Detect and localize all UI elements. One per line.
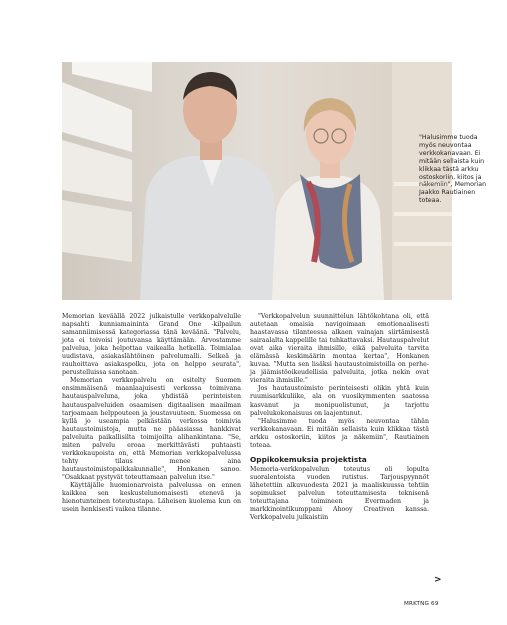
article-column-left xyxy=(62,313,241,514)
paragraph: "Halusimme tuoda myös neuvontaa tähän verkkokanavaan. Ei mitään sellaista kuin klikkaa tästä arkku ostoskoriin, kiitos ja näkemiin", Rautiainen toteaa. xyxy=(250,417,429,449)
paragraph: Jos hautaustoimisto perinteisesti olikin yhtä kuin ruumisarkkuliike, ala on vuosikymmenten saatossa kasvanut ja monipuolistunut, ja tarjottu palvelukokonaisuus on laajentunut. xyxy=(250,385,429,417)
article-photo xyxy=(62,62,487,300)
paragraph: Memoria-verkkopalvelun toteutus oli lopulta suoralentoista vuoden rutistus. Tarjouspyynnöt lähetettiin alkuvuodesta 2021 ja maaliskuussa tehtiin sopimukset palvelun toteuttamisesta teknisenä toteuttajana toimineen Evermaden ja markkinointikumppani Ahooy Creativen kanssa. Verkkopalvelu julkaistiin xyxy=(250,465,429,522)
article-column-right xyxy=(250,313,429,522)
paragraph: Käyttäjälle huomionarvoista palvelussa on ennen kaikkea sen keskustelunomaisesti etenevä ja hienotunteinen toteutustapa. Läheisen kuolema kun on usein henkisesti vaikea tilanne. xyxy=(62,481,241,514)
paragraph: Memorian keväällä 2022 julkaistulle verkkopalvelulle napsahti kunniamaininta Grand One -kilpailun samanniimisessä kategoriassa tänä keväänä. "Palvelu, jota ei toivoisi joutuvansa käyttämään. Arvostamme palvelua, joka helpottaa vaikealla hetkellä. Toimialaa uudistava, asiakaslähtöinen palvelumalli. Selkeä ja rauhoittava asiakaspolku, jota on helppo seurata", perustelluissa sanotaan. xyxy=(62,313,241,377)
paragraph: Memorian verkkopalvelu on esitelty Suomen ensimmäisenä maanlaajuisesti verkossa toimivana hautauspalveluna, joka yhdistää perinteisten hautauspalveluiden osaamisen digitaalisen maailman tarjoamaan helppouteen ja joustavuuteen. Suomessa on kyllä jo useampia pelkästään verkossa toimivia hautaustoimistoja, mutta ne pääasiassa hankkivat palveluita paikallisilta toimijoilta alihankintana. "Se, miten palvelu eroaa merkittävästi puhtaasti verkkokaupoista on, että Memorian verkkopalvelussa tehty tilaus menee aina hautaustoimistopaikkakunnalle", Honkanen sanoo. "Osakkaat pystyvät toteuttamaan palvelun itse." xyxy=(62,377,241,481)
photo-caption: "Halusimme tuoda myös neuvontaa verkkokanavaan. Ei mitään sellaista kuin klikkaa tästä arkku ostoskoriin, kiitos ja näkemiin", Memorian Jaakko Rautiainen toteaa. xyxy=(419,134,487,205)
continue-arrow-icon: > xyxy=(434,575,442,585)
page-footer: MRKTNG 69 xyxy=(404,601,439,607)
people-portrait-illustration xyxy=(62,62,452,300)
section-subheading: Oppikokemuksia projektista xyxy=(250,454,367,464)
paragraph: "Verkkopalvelun suunnittelun lähtökohtana oli, että autetaan omaisia navigoimaan emotionaalisesti haastavassa tilanteessa alkaen vainajan siirtämisestä sairaalalta kappelille tai tuhkattavaksi. Hautauspalvelut ovat aika vieraita ihmisille, eikä palveluita tarvita elämässä keskimäärin montaa kertaa", Honkanen kuvaa. "Mutta sen lisäksi hautaustoimistoilla on perhe- ja jäämistöoikeudellisia palveluita, jotka nekin ovat vieraita ihmisille." xyxy=(250,313,429,385)
